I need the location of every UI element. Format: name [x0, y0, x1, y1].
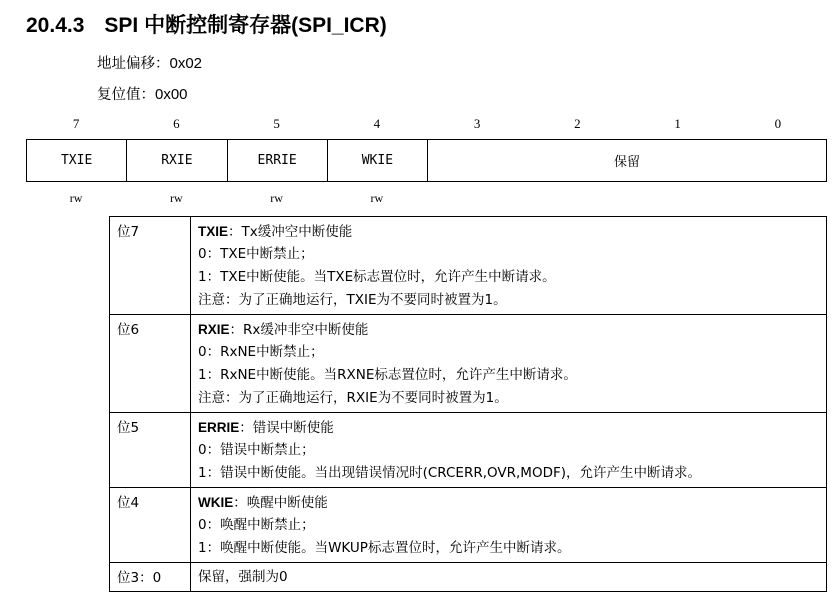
- bit-description-table: [109, 216, 827, 592]
- description-line: 1：RxNE中断使能。当RXNE标志置位时，允许产生中断请求。: [198, 367, 577, 383]
- field-summary: 保留，强制为0: [198, 569, 288, 585]
- field-name: TXIE: [198, 224, 229, 239]
- bit-number: 7: [72, 116, 80, 131]
- bit-description: [191, 563, 827, 592]
- bit-description: [191, 315, 827, 413]
- table-row: [110, 315, 827, 413]
- access-type: rw: [170, 191, 183, 205]
- bit-label: 位3：0: [110, 563, 191, 592]
- description-line: 0：TXE中断禁止；: [198, 246, 314, 262]
- field-name: RXIE: [198, 322, 230, 337]
- field-summary: ：错误中断使能: [239, 420, 334, 436]
- field-summary: ：Tx缓冲空中断使能: [228, 224, 353, 240]
- bit-label: 位5: [110, 413, 191, 488]
- table-row: [110, 217, 827, 315]
- field-rxie: RXIE: [127, 140, 227, 181]
- description-line: 1：TXE中断使能。当TXE标志置位时，允许产生中断请求。: [198, 269, 556, 285]
- bit-number: 2: [574, 116, 581, 131]
- offset-label: 地址偏移：: [97, 56, 170, 72]
- bit-number: 0: [774, 116, 782, 131]
- bit-label: 位7: [110, 217, 191, 315]
- section-title: SPI 中断控制寄存器(SPI_ICR): [104, 14, 387, 37]
- section-number: 20.4.3: [26, 14, 85, 37]
- description-note: 注意：为了正确地运行，TXIE为不要同时被置为1。: [198, 292, 507, 308]
- bit-description: [191, 413, 827, 488]
- description-note: 注意：为了正确地运行，RXIE为不要同时被置为1。: [198, 390, 508, 406]
- description-line: 0：唤醒中断禁止；: [198, 517, 315, 533]
- bit-number: 3: [473, 116, 481, 131]
- field-txie: TXIE: [27, 140, 127, 181]
- field-summary: ：唤醒中断使能: [233, 495, 328, 511]
- bit-description: [191, 488, 827, 563]
- bit-number-row: [26, 116, 828, 134]
- bit-description: [191, 217, 827, 315]
- register-diagram: [26, 139, 827, 182]
- bit-number: 5: [273, 116, 280, 131]
- field-name: ERRIE: [198, 420, 240, 435]
- bit-number: 6: [173, 116, 180, 131]
- address-offset: [97, 52, 202, 73]
- table-row: [110, 488, 827, 563]
- bit-label: 位6: [110, 315, 191, 413]
- field-summary: ：Rx缓冲非空中断使能: [229, 322, 369, 338]
- access-type: rw: [270, 191, 283, 205]
- access-type: rw: [370, 191, 384, 205]
- offset-value: 0x02: [169, 55, 203, 72]
- field-errie: ERRIE: [228, 140, 328, 181]
- section-heading: [26, 10, 387, 42]
- description-line: 0：错误中断禁止；: [198, 442, 315, 458]
- reset-label: 复位值：: [97, 87, 155, 103]
- bit-number: 4: [373, 116, 381, 131]
- field-wkie: WKIE: [328, 140, 428, 181]
- access-type: rw: [69, 191, 83, 205]
- bit-number: 1: [674, 116, 681, 131]
- description-line: 1：唤醒中断使能。当WKUP标志置位时，允许产生中断请求。: [198, 540, 571, 556]
- description-line: 0：RxNE中断禁止；: [198, 344, 324, 360]
- description-line: 1：错误中断使能。当出现错误情况时(CRCERR,OVR,MODF)，允许产生中断请求。: [198, 465, 701, 481]
- bit-label: 位4: [110, 488, 191, 563]
- reset-value-text: 0x00: [155, 86, 188, 103]
- table-row: [110, 563, 827, 592]
- reset-value: [97, 83, 188, 104]
- access-row: [26, 191, 828, 207]
- table-row: [110, 413, 827, 488]
- field-reserved: 保留: [613, 155, 640, 170]
- field-name: WKIE: [198, 495, 234, 510]
